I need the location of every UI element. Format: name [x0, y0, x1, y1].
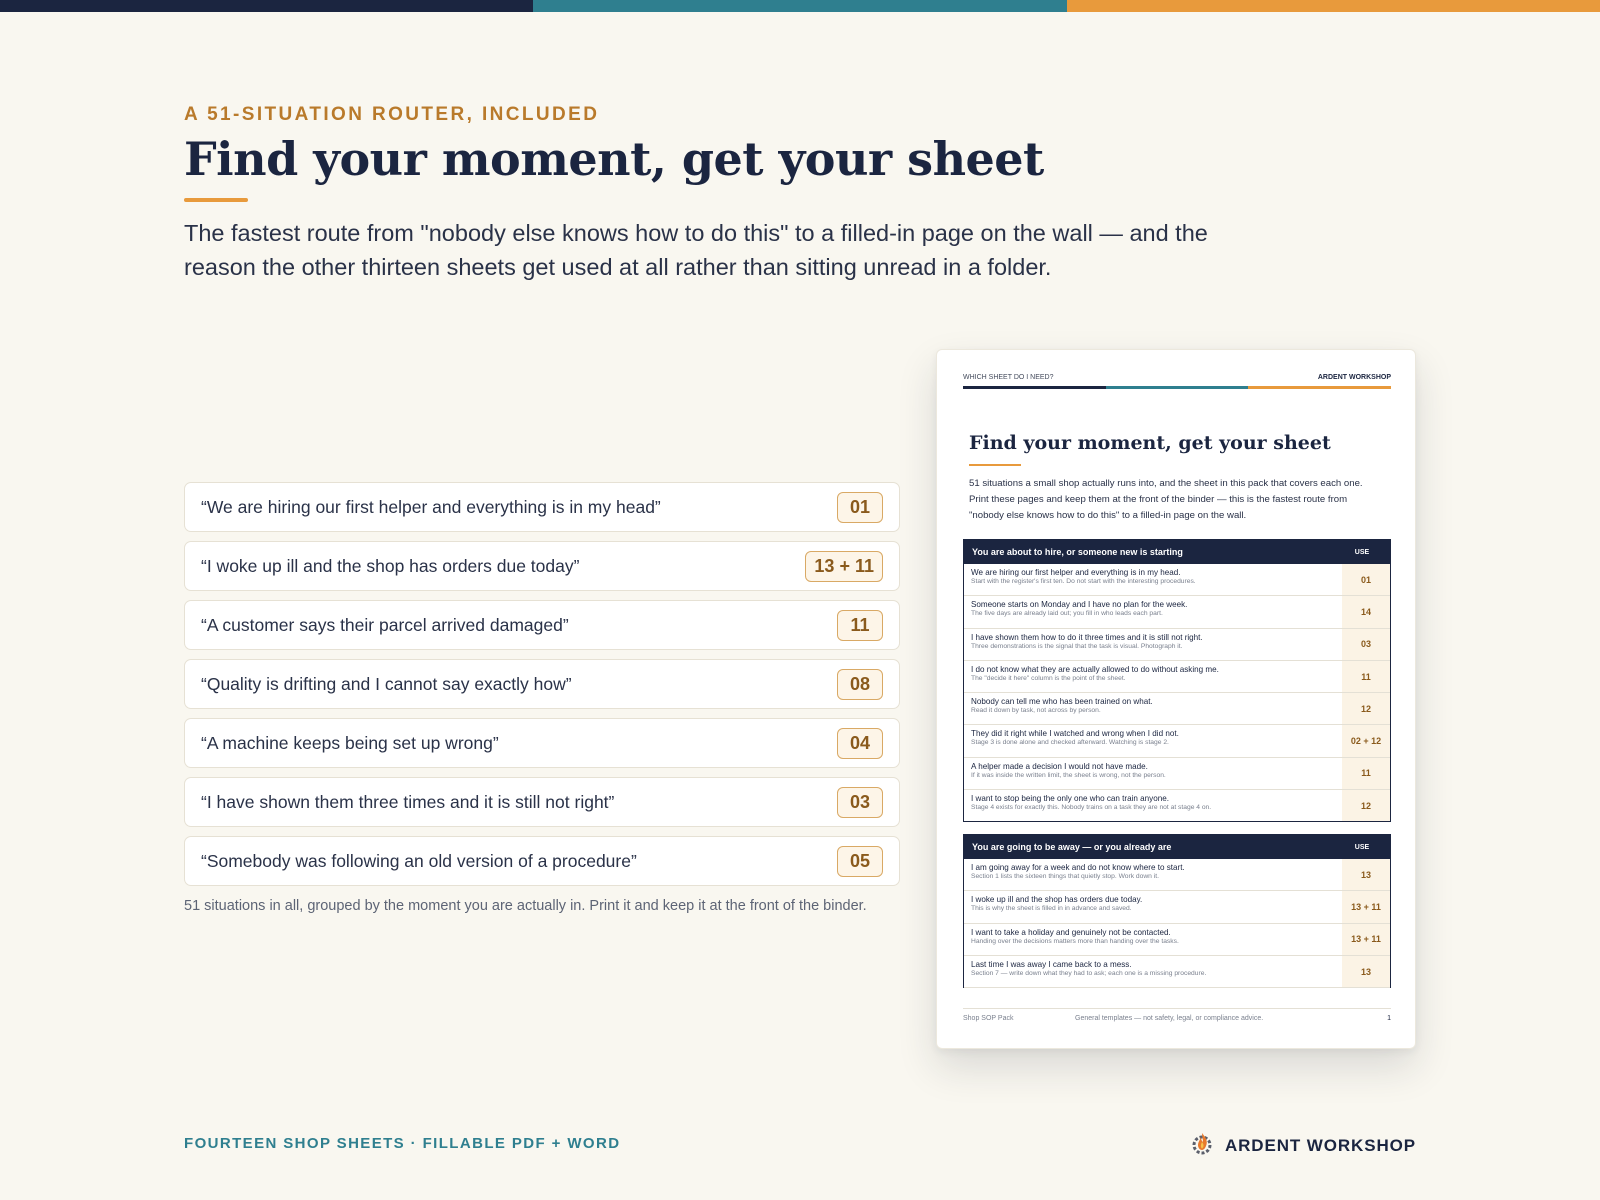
situation-quote: “A machine keeps being set up wrong”	[201, 732, 499, 753]
sheet-number-badge: 13 + 11	[805, 551, 883, 582]
use-column-label: USE	[1354, 548, 1370, 556]
table-row: Nobody can tell me who has been trained on what. Read it down by task, not across by person. 12	[964, 693, 1390, 725]
table-row: I do not know what they are actually allowed to do without asking me. The "decide it here" column is the point of the sheet. 11	[964, 661, 1390, 693]
sheet-footer-disclaimer: General templates — not safety, legal, or compliance advice.	[1075, 1015, 1264, 1022]
stripe-teal	[533, 0, 1066, 12]
situations-caption: 51 situations in all, grouped by the moment you are actually in. Print it and keep it at the front of the binder.	[184, 898, 867, 914]
eyebrow: A 51-SITUATION ROUTER, INCLUDED	[184, 104, 600, 125]
sheet-intro: 51 situations a small shop actually runs into, and the sheet in this pack that covers each one. Print these pages and keep them at the front of the binder — this is the fastest route from "nobody else knows how to do this" to a filled-in page on the wall.	[969, 478, 1363, 521]
title-underline	[184, 198, 248, 202]
brand-name: ARDENT WORKSHOP	[1224, 1135, 1416, 1155]
table-row: Someone starts on Monday and I have no plan for the week. The five days are already laid out; you fill in who leads each part. 14	[964, 596, 1390, 628]
situation-card	[184, 541, 900, 591]
use-column-label: USE	[1354, 843, 1370, 851]
table-row: I am going away for a week and do not know where to start. Section 1 lists the sixteen things that quietly stop. Work down it. 13	[964, 859, 1390, 891]
situation-quote: “I woke up ill and the shop has orders due today”	[201, 555, 580, 576]
situation-card	[184, 836, 900, 886]
table-row: I want to stop being the only one who can train anyone. Stage 4 exists for exactly this. Nobody trains on a task they are not at stage 4 on. 12	[964, 790, 1390, 822]
stripe-navy	[0, 0, 533, 12]
sheet-number-badge: 01	[837, 492, 883, 523]
table-row: Last time I was away I came back to a mess. Section 7 — write down what they had to ask; each one is a missing procedure. 13	[964, 956, 1390, 988]
sheet-preview	[936, 349, 1416, 1049]
sheet-color-stripe	[963, 386, 1391, 389]
sheet-header-left: WHICH SHEET DO I NEED?	[963, 374, 1054, 381]
situation-card	[184, 659, 900, 709]
situation-list	[184, 482, 900, 895]
table-row: I want to take a holiday and genuinely not be contacted. Handing over the decisions matters more than handing over the tasks. 13 + 11	[964, 924, 1390, 956]
situation-quote: “We are hiring our first helper and everything is in my head”	[201, 496, 661, 517]
situation-quote: “Quality is drifting and I cannot say exactly how”	[201, 673, 572, 694]
sheet-title-underline	[969, 464, 1021, 466]
sheet-table-away	[963, 834, 1391, 988]
table-row: A helper made a decision I would not have made. If it was inside the written limit, the sheet is wrong, not the person. 11	[964, 758, 1390, 790]
sheet-footer-pack: Shop SOP Pack	[963, 1015, 1014, 1022]
sheet-number-badge: 11	[837, 610, 883, 641]
sheet-table-heading: You are about to hire, or someone new is starting USE	[964, 540, 1390, 564]
situation-quote: “I have shown them three times and it is still not right”	[201, 791, 615, 812]
sheet-header	[963, 374, 1391, 381]
situation-card	[184, 482, 900, 532]
sheet-number-badge: 03	[837, 787, 883, 818]
sheet-title: Find your moment, get your sheet	[969, 432, 1331, 454]
situation-card	[184, 600, 900, 650]
product-tagline: FOURTEEN SHOP SHEETS · FILLABLE PDF + WORD	[184, 1135, 621, 1152]
sheet-number-badge: 05	[837, 846, 883, 877]
situation-quote: “Somebody was following an old version of a procedure”	[201, 850, 637, 871]
situation-card	[184, 718, 900, 768]
sheet-page-number: 1	[1387, 1015, 1391, 1022]
sheet-number-badge: 08	[837, 669, 883, 700]
brand-lockup	[1189, 1130, 1416, 1161]
sheet-footer	[963, 1008, 1391, 1022]
top-color-stripe	[0, 0, 1600, 12]
sheet-table-heading: You are going to be away — or you already are USE	[964, 835, 1390, 859]
sheet-table-hire	[963, 539, 1391, 822]
stripe-orange	[1067, 0, 1600, 12]
situation-card	[184, 777, 900, 827]
lede-paragraph: The fastest route from "nobody else knows how to do this" to a filled-in page on the wall — and the reason the other thirteen sheets get used at all rather than sitting unread in a folder.	[184, 220, 1208, 280]
page-title: Find your moment, get your sheet	[184, 132, 1044, 186]
situation-quote: “A customer says their parcel arrived damaged”	[201, 614, 569, 635]
table-row: I woke up ill and the shop has orders due today. This is why the sheet is filled in in advance and saved. 13 + 11	[964, 891, 1390, 923]
table-row: We are hiring our first helper and everything is in my head. Start with the register's first ten. Do not start with the interesting procedures. 01	[964, 564, 1390, 596]
flame-gear-icon	[1189, 1130, 1215, 1161]
table-row: I have shown them how to do it three times and it is still not right. Three demonstrations is the signal that the task is visual. Photograph it. 03	[964, 629, 1390, 661]
sheet-header-brand: ARDENT WORKSHOP	[1317, 374, 1391, 381]
table-row: They did it right while I watched and wrong when I did not. Stage 3 is done alone and checked afterward. Watching is stage 2. 02 + 12	[964, 725, 1390, 757]
sheet-number-badge: 04	[837, 728, 883, 759]
